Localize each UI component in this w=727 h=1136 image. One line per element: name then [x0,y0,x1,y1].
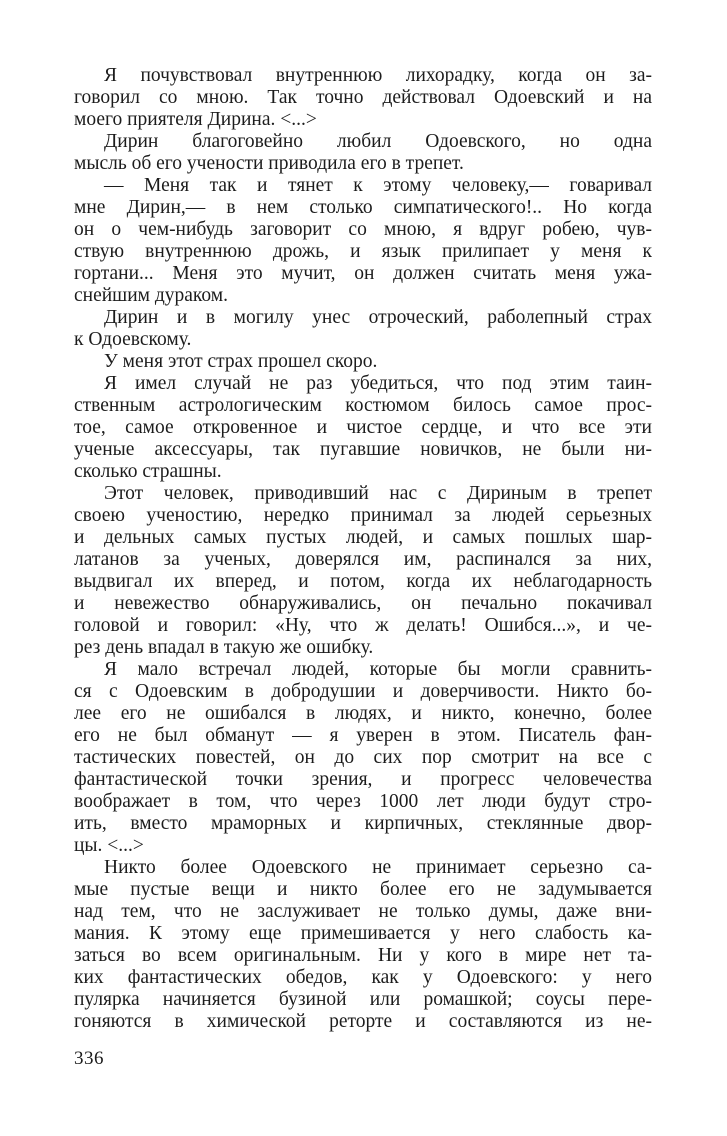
text-line: и дельных самых пустых людей, и самых пошлых шар- [74,527,652,548]
text-line: к Одоевскому. [74,329,192,350]
text-line: своею ученостию, нередко принимал за людей серьезных [74,505,652,526]
text-line: Этот человек, приводивший нас с Дириным в трепет [104,483,652,504]
text-line: мые пустые вещи и никто более его не задумывается [74,879,652,900]
text-line: выдвигал их вперед, и потом, когда их неблагодарность [74,571,652,592]
text-line: латанов за ученых, доверялся им, распинался за них, [74,549,652,570]
text-line: заться во всем оригинальным. Ни у кого в мире нет та- [74,945,652,966]
text-line: — Меня так и тянет к этому человеку,— говаривал [104,175,652,196]
text-line: ученые аксессуары, так пугавшие новичков, не были ни- [74,439,652,460]
text-line: над тем, что не заслуживает не только думы, даже вни- [74,901,652,922]
text-line: головой и говорил: «Ну, что ж делать! Ошибся...», и че- [74,615,652,636]
text-line: мысль об его учености приводила его в трепет. [74,153,464,174]
text-line: фантастической точки зрения, и прогресс человечества [74,769,652,790]
text-line: лее его не ошибался в людях, и никто, конечно, более [74,703,652,724]
text-line: и невежество обнаруживались, он печально покачивал [74,593,652,614]
text-line: мне Дирин,— в нем столько симпатического!.. Но когда [74,197,652,218]
text-line: Никто более Одоевского не принимает серьезно са- [104,857,652,878]
text-line: мания. К этому еще примешивается у него слабость ка- [74,923,652,944]
text-line: гоняются в химической реторте и составляются из не- [74,1011,652,1032]
text-line: снейшим дураком. [74,285,229,306]
text-line: гортани... Меня это мучит, он должен считать меня ужа- [74,263,652,284]
page-body [74,65,652,1033]
text-line: ся с Одоевским в добродушии и доверчивости. Никто бо- [74,681,652,702]
text-line: пулярка начиняется бузиной или ромашкой; соусы пере- [74,989,652,1010]
text-line: Я имел случай не раз убедиться, что под этим таин- [104,373,652,394]
text-line: тое, самое откровенное и чистое сердце, и что все эти [74,417,652,438]
text-line: У меня этот страх прошел скоро. [104,351,378,372]
text-line: сколько страшны. [74,461,222,482]
text-line: ствую внутреннюю дрожь, и язык прилипает у меня к [74,241,652,262]
text-line: воображает в том, что через 1000 лет люди будут стро- [74,791,652,812]
text-line: его не был обманут — я уверен в этом. Писатель фан- [74,725,652,746]
text-line: рез день впадал в такую же ошибку. [74,637,374,658]
text-line: Я мало встречал людей, которые бы могли сравнить- [104,659,652,680]
text-line: ственным астрологическим костюмом билось самое прос- [74,395,652,416]
text-line: Дирин благоговейно любил Одоевского, но одна [104,131,652,152]
text-line: ких фантастических обедов, как у Одоевского: у него [74,967,652,988]
text-line: говорил со мною. Так точно действовал Одоевский и на [74,87,652,108]
page-number: 336 [74,1048,104,1069]
text-line: ить, вместо мраморных и кирпичных, стеклянные двор- [74,813,652,834]
text-line: цы. <...> [74,835,144,856]
text-line: моего приятеля Дирина. <...> [74,109,317,130]
text-line: Дирин и в могилу унес отроческий, раболепный страх [104,307,652,328]
text-line: Я почувствовал внутреннюю лихорадку, когда он за- [104,65,652,86]
text-line: тастических повестей, он до сих пор смотрит на все с [74,747,652,768]
text-line: он о чем-нибудь заговорит со мною, я вдруг робею, чув- [74,219,652,240]
